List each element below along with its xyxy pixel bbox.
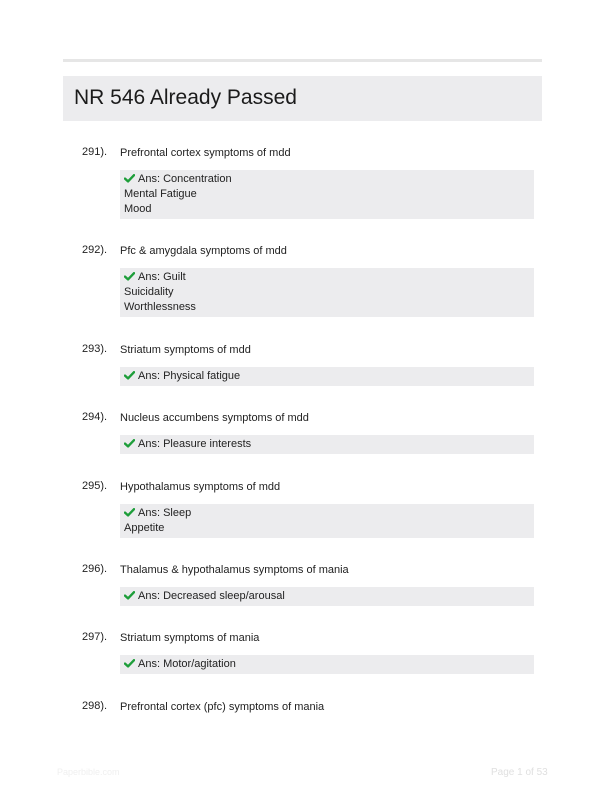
answer-box — [120, 655, 534, 674]
answer-text: Worthlessness — [124, 301, 196, 313]
checkmark-icon — [124, 174, 135, 183]
question-number: 293). — [82, 343, 108, 355]
question-number: 292). — [82, 244, 108, 256]
answer-text: Concentration — [163, 173, 232, 185]
answer-box — [120, 170, 534, 219]
answer-box — [120, 435, 534, 454]
answer-box — [120, 504, 534, 538]
answer-first-line — [124, 172, 530, 187]
question-text: Thalamus & hypothalamus symptoms of mania — [120, 564, 349, 576]
answer-first-line — [124, 437, 530, 452]
checkmark-icon — [124, 371, 135, 380]
answer-line — [124, 285, 530, 300]
answer-first-line — [124, 657, 530, 672]
answer-prefix: Ans: — [138, 271, 161, 283]
answer-text: Guilt — [163, 271, 186, 283]
question-number: 297). — [82, 631, 108, 643]
answer-box — [120, 367, 534, 386]
page-number: Page 1 of 53 — [491, 767, 548, 778]
checkmark-icon — [124, 272, 135, 281]
question-text: Pfc & amygdala symptoms of mdd — [120, 245, 287, 257]
checkmark-icon — [124, 508, 135, 517]
answer-prefix: Ans: — [138, 590, 161, 602]
answer-prefix: Ans: — [138, 173, 161, 185]
answer-text: Mental Fatigue — [124, 188, 197, 200]
answer-first-line — [124, 589, 530, 604]
answer-text: Decreased sleep/arousal — [163, 590, 285, 602]
answer-text: Physical fatigue — [163, 370, 241, 382]
answer-box — [120, 587, 534, 606]
answer-prefix: Ans: — [138, 370, 161, 382]
answer-line — [124, 187, 530, 202]
answer-line — [124, 300, 530, 315]
answer-prefix: Ans: — [138, 658, 161, 670]
question-text: Striatum symptoms of mdd — [120, 344, 251, 356]
page-title: NR 546 Already Passed — [74, 86, 297, 109]
question-text: Prefrontal cortex symptoms of mdd — [120, 147, 291, 159]
checkmark-icon — [124, 591, 135, 600]
question-text: Hypothalamus symptoms of mdd — [120, 481, 281, 493]
answer-text: Sleep — [163, 507, 192, 519]
answer-text: Pleasure interests — [163, 438, 252, 450]
answer-text: Mood — [124, 203, 152, 215]
answer-line — [124, 521, 530, 536]
footer-watermark: Paperbible.com — [57, 767, 120, 777]
answer-text: Appetite — [124, 522, 165, 534]
answer-prefix: Ans: — [138, 438, 161, 450]
answer-box — [120, 268, 534, 317]
answer-first-line — [124, 270, 530, 285]
answer-line — [124, 202, 530, 217]
question-number: 295). — [82, 480, 108, 492]
question-number: 294). — [82, 411, 108, 423]
checkmark-icon — [124, 439, 135, 448]
question-number: 296). — [82, 563, 108, 575]
answer-text: Motor/agitation — [163, 658, 236, 670]
question-number: 298). — [82, 700, 108, 712]
answer-first-line — [124, 369, 530, 384]
answer-text: Suicidality — [124, 286, 174, 298]
question-text: Prefrontal cortex (pfc) symptoms of mania — [120, 701, 325, 713]
question-text: Nucleus accumbens symptoms of mdd — [120, 412, 309, 424]
answer-first-line — [124, 506, 530, 521]
question-text: Striatum symptoms of mania — [120, 632, 260, 644]
answer-prefix: Ans: — [138, 507, 161, 519]
question-number: 291). — [82, 146, 108, 158]
checkmark-icon — [124, 659, 135, 668]
